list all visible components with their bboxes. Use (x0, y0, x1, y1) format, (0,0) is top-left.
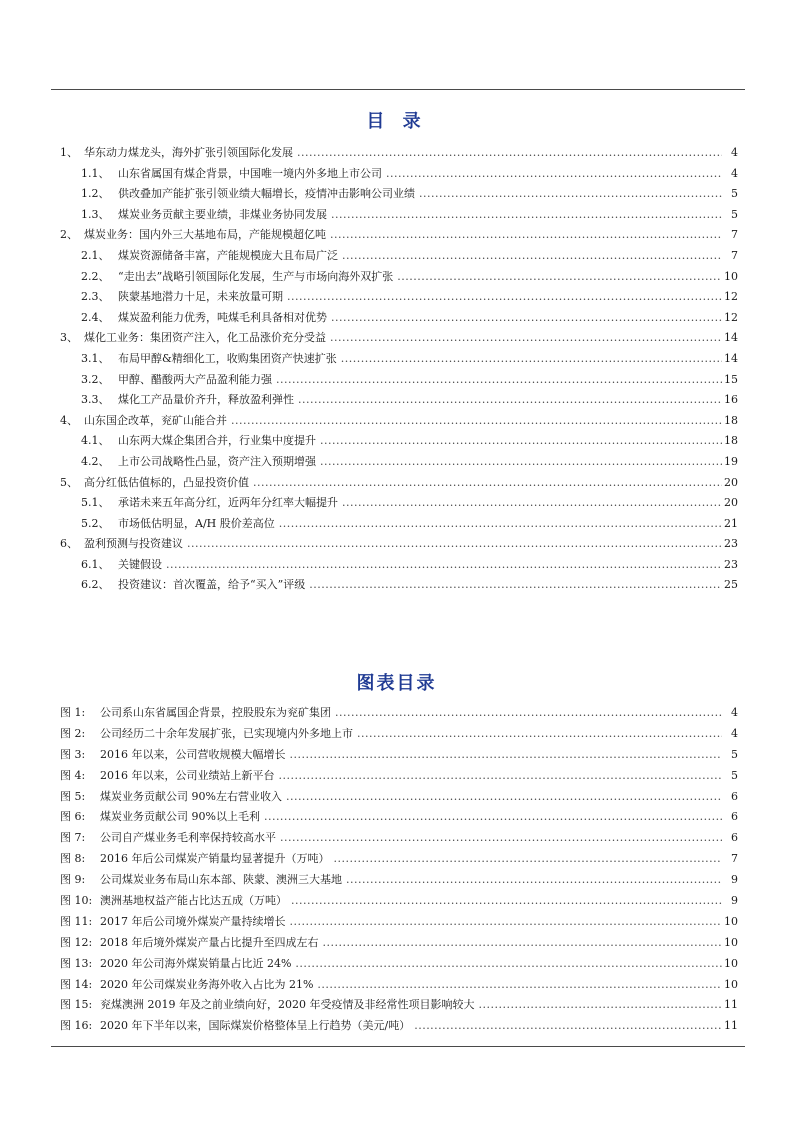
toc-entry-page: 19 (724, 454, 738, 468)
figure-entry[interactable] (60, 891, 738, 912)
toc-entry-number: 6.1、 (81, 557, 110, 571)
figure-entry-number: 图 4: (60, 768, 86, 782)
toc-entry[interactable] (60, 184, 738, 205)
toc-entry[interactable] (60, 349, 738, 370)
toc-entry-page: 25 (724, 578, 738, 592)
figure-entry-page: 10 (724, 956, 738, 970)
toc-entry-number: 1.1、 (81, 166, 110, 180)
toc-entry-number: 1.2、 (81, 187, 110, 201)
toc-entry-number: 1.3、 (81, 207, 110, 221)
toc-entry-title[interactable]: 山东两大煤企集团合并，行业集中度提升 ..... (118, 431, 722, 452)
toc-entry-page: 15 (724, 372, 738, 386)
toc-entry[interactable] (60, 411, 738, 432)
toc-entry-title[interactable]: “走出去”战略引领国际化发展，生产与市场向海外双扩张 ..... (118, 267, 722, 288)
toc-entry-number: 3、 (60, 331, 78, 345)
toc-entry-title[interactable]: 山东省属国有煤企背景，中国唯一境内外多地上市公司 ..... (118, 164, 722, 185)
toc-entry-title[interactable]: 甲醇、醋酸两大产品盈利能力强 ..... (118, 370, 722, 391)
figure-entry-title[interactable]: 2020 年下半年以来，国际煤炭价格整体呈上行趋势（美元/吨） ..... (100, 1016, 722, 1037)
figure-entry[interactable] (60, 807, 738, 828)
figure-entry-page: 6 (731, 789, 738, 803)
toc-entry-number: 5.2、 (81, 516, 110, 530)
figure-entry-number: 图 15: (60, 998, 93, 1012)
figure-entry-number: 图 3: (60, 747, 86, 761)
toc-entry-page: 14 (724, 351, 738, 365)
toc-entry-number: 5.1、 (81, 496, 110, 510)
toc-entry-number: 2、 (60, 228, 78, 242)
figure-entry-title[interactable]: 澳洲基地权益产能占比达五成（万吨） ..... (100, 891, 722, 912)
toc-entry-number: 2.2、 (81, 269, 110, 283)
toc-entry[interactable] (60, 308, 738, 329)
toc-entry[interactable] (60, 267, 738, 288)
toc-entry-page: 12 (724, 310, 738, 324)
toc-entry-page: 5 (731, 207, 738, 221)
figure-entry-page: 9 (731, 894, 738, 908)
toc-entry-number: 6.2、 (81, 578, 110, 592)
figure-entry-title[interactable]: 兖煤澳洲 2019 年及之前业绩向好，2020 年受疫情及非经常性项目影响较大 ..... (100, 995, 722, 1016)
toc-entry-page: 18 (724, 434, 738, 448)
toc-entry[interactable] (60, 246, 738, 267)
toc-entry-title[interactable]: 高分红低估值标的，凸显投资价值 ..... (84, 473, 722, 494)
toc-entry-number: 1、 (60, 146, 78, 159)
header-rule (51, 89, 745, 90)
toc-entry-page: 21 (724, 516, 738, 530)
toc-entry-number: 5、 (60, 475, 78, 489)
toc-entry-page: 7 (731, 248, 738, 262)
toc-entry-page: 23 (724, 557, 738, 571)
figure-entry-number: 图 5: (60, 789, 86, 803)
figure-entry-number: 图 7: (60, 831, 86, 845)
toc-entry-title[interactable]: 承诺未来五年高分红，近两年分红率大幅提升 ..... (118, 493, 722, 514)
toc-entry-number: 2.1、 (81, 248, 110, 262)
figure-entry-page: 10 (724, 935, 738, 949)
toc-entry[interactable] (60, 452, 738, 473)
figure-list (60, 703, 738, 1037)
toc-heading: 目 录 (366, 111, 427, 132)
footer-rule (51, 1046, 745, 1047)
figure-entry-page: 10 (724, 977, 738, 991)
figure-entry-page: 11 (724, 1019, 738, 1033)
figure-list-heading: 图表目录 (356, 673, 437, 694)
figure-entry[interactable] (60, 703, 738, 724)
figure-entry[interactable] (60, 724, 738, 745)
toc-entry-page: 4 (731, 146, 738, 159)
figure-entry-title[interactable]: 2020 年公司煤炭业务海外收入占比为 21% ..... (100, 975, 722, 996)
figure-entry-page: 6 (731, 831, 738, 845)
figure-entry-number: 图 2: (60, 726, 86, 740)
toc-entry-number: 6、 (60, 537, 78, 551)
figure-entry-title[interactable]: 公司自产煤业务毛利率保持较高水平 ..... (100, 828, 722, 849)
toc-entry-title[interactable]: 关键假设 ..... (118, 555, 722, 576)
toc-entry-page: 20 (724, 496, 738, 510)
figure-entry[interactable] (60, 954, 738, 975)
toc-entry[interactable] (60, 555, 738, 576)
figure-entry-title[interactable]: 2016 年后公司煤炭产销量均显著提升（万吨） ..... (100, 849, 722, 870)
figure-entry-number: 图 6: (60, 810, 86, 824)
toc-entry-number: 3.1、 (81, 351, 110, 365)
toc-entry-page: 20 (724, 475, 738, 489)
toc-entry[interactable] (60, 473, 738, 494)
toc-entry[interactable] (60, 143, 738, 164)
figure-entry[interactable] (60, 912, 738, 933)
toc-entry-title[interactable]: 煤化工产品量价齐升，释放盈利弹性 ..... (118, 390, 722, 411)
toc-entry[interactable] (60, 225, 738, 246)
figure-entry-page: 4 (731, 706, 738, 719)
figure-entry-number: 图 1: (60, 706, 86, 719)
figure-entry-title[interactable]: 2020 年公司海外煤炭销量占比近 24% ..... (100, 954, 722, 975)
figure-entry-number: 图 10: (60, 894, 93, 908)
toc-entry-number: 4.1、 (81, 434, 110, 448)
figure-entry-number: 图 16: (60, 1019, 93, 1033)
toc-entry[interactable] (60, 370, 738, 391)
figure-entry[interactable] (60, 849, 738, 870)
figure-entry-title[interactable]: 2018 年后境外煤炭产量占比提升至四成左右 ..... (100, 933, 722, 954)
toc-entry-number: 2.3、 (81, 290, 110, 304)
toc-entry-title[interactable]: 上市公司战略性凸显，资产注入预期增强 ..... (118, 452, 722, 473)
figure-entry[interactable] (60, 933, 738, 954)
figure-entry-page: 5 (731, 747, 738, 761)
figure-entry-page: 9 (731, 873, 738, 887)
toc-entry[interactable] (60, 431, 738, 452)
figure-entry-number: 图 11: (60, 914, 93, 928)
figure-entry-title[interactable]: 2016 年以来，公司营收规模大幅增长 ..... (100, 745, 722, 766)
toc-entry[interactable] (60, 164, 738, 185)
figure-entry-title[interactable]: 公司系山东省属国企背景，控股股东为兖矿集团 ..... (100, 703, 722, 724)
toc-entry-title[interactable]: 供改叠加产能扩张引领业绩大幅增长，疫情冲击影响公司业绩 ..... (118, 184, 722, 205)
figure-entry[interactable] (60, 975, 738, 996)
toc-entry-title[interactable]: 山东国企改革，兖矿山能合并 ..... (84, 411, 722, 432)
toc-entry-page: 16 (724, 393, 738, 407)
toc-entry[interactable] (60, 514, 738, 535)
figure-entry-page: 4 (731, 726, 738, 740)
toc-entry[interactable] (60, 493, 738, 514)
toc-entry-title[interactable]: 煤炭盈利能力优秀，吨煤毛利具备相对优势 ..... (118, 308, 722, 329)
toc-entry-page: 4 (731, 166, 738, 180)
toc-entry-title[interactable]: 市场低估明显，A/H 股价差高位 ..... (118, 514, 722, 535)
toc-entry-page: 10 (724, 269, 738, 283)
toc-entry-title[interactable]: 布局甲醇&精细化工，收购集团资产快速扩张 ..... (118, 349, 722, 370)
toc-entry[interactable] (60, 534, 738, 555)
toc-entry-title[interactable]: 盈利预测与投资建议 ..... (84, 534, 722, 555)
figure-entry[interactable] (60, 828, 738, 849)
figure-entry[interactable] (60, 995, 738, 1016)
figure-entry[interactable] (60, 787, 738, 808)
figure-entry-number: 图 13: (60, 956, 93, 970)
toc-entry-number: 3.2、 (81, 372, 110, 386)
figure-entry-number: 图 9: (60, 873, 86, 887)
figure-entry[interactable] (60, 870, 738, 891)
toc-entry[interactable] (60, 575, 738, 596)
toc-entry-title[interactable]: 煤炭业务：国内外三大基地布局，产能规模超亿吨 ..... (84, 225, 722, 246)
figure-entry-title[interactable]: 煤炭业务贡献公司 90%以上毛利 ..... (100, 807, 722, 828)
figure-entry[interactable] (60, 1016, 738, 1037)
toc-entry-title[interactable]: 华东动力煤龙头，海外扩张引领国际化发展 ..... (84, 143, 722, 164)
figure-entry-title[interactable]: 煤炭业务贡献公司 90%左右营业收入 ..... (100, 787, 722, 808)
toc-entry-number: 3.3、 (81, 393, 110, 407)
toc-entry-page: 14 (724, 331, 738, 345)
toc-entry-title[interactable]: 煤化工业务：集团资产注入，化工品涨价充分受益 ..... (84, 328, 722, 349)
figure-entry-number: 图 8: (60, 852, 86, 866)
figure-entry-title[interactable]: 2017 年后公司境外煤炭产量持续增长 ..... (100, 912, 722, 933)
figure-entry[interactable] (60, 766, 738, 787)
figure-entry-page: 6 (731, 810, 738, 824)
toc-entry-title[interactable]: 陕蒙基地潜力十足，未来放量可期 ..... (118, 287, 722, 308)
figure-entry-page: 10 (724, 914, 738, 928)
figure-entry-number: 图 14: (60, 977, 93, 991)
toc-entry[interactable] (60, 328, 738, 349)
toc-entry[interactable] (60, 205, 738, 226)
toc-entry-number: 4.2、 (81, 454, 110, 468)
toc-entry-page: 5 (731, 187, 738, 201)
figure-entry[interactable] (60, 745, 738, 766)
toc-entry-page: 12 (724, 290, 738, 304)
figure-entry-title[interactable]: 公司煤炭业务布局山东本部、陕蒙、澳洲三大基地 ..... (100, 870, 722, 891)
figure-entry-page: 5 (731, 768, 738, 782)
figure-entry-number: 图 12: (60, 935, 93, 949)
figure-entry-page: 11 (724, 998, 738, 1012)
toc-list (60, 143, 738, 596)
toc-entry-number: 4、 (60, 413, 78, 427)
toc-entry[interactable] (60, 390, 738, 411)
toc-entry-title[interactable]: 煤炭业务贡献主要业绩，非煤业务协同发展 ..... (118, 205, 722, 226)
toc-entry[interactable] (60, 287, 738, 308)
toc-entry-number: 2.4、 (81, 310, 110, 324)
figure-entry-title[interactable]: 2016 年以来，公司业绩站上新平台 ..... (100, 766, 722, 787)
toc-entry-page: 18 (724, 413, 738, 427)
toc-entry-page: 23 (724, 537, 738, 551)
toc-entry-title[interactable]: 煤炭资源储备丰富，产能规模庞大且布局广泛 ..... (118, 246, 722, 267)
figure-entry-page: 7 (731, 852, 738, 866)
toc-entry-page: 7 (731, 228, 738, 242)
figure-entry-title[interactable]: 公司经历二十余年发展扩张，已实现境内外多地上市 ..... (100, 724, 722, 745)
toc-entry-title[interactable]: 投资建议：首次覆盖，给予“买入”评级 ..... (118, 575, 722, 596)
